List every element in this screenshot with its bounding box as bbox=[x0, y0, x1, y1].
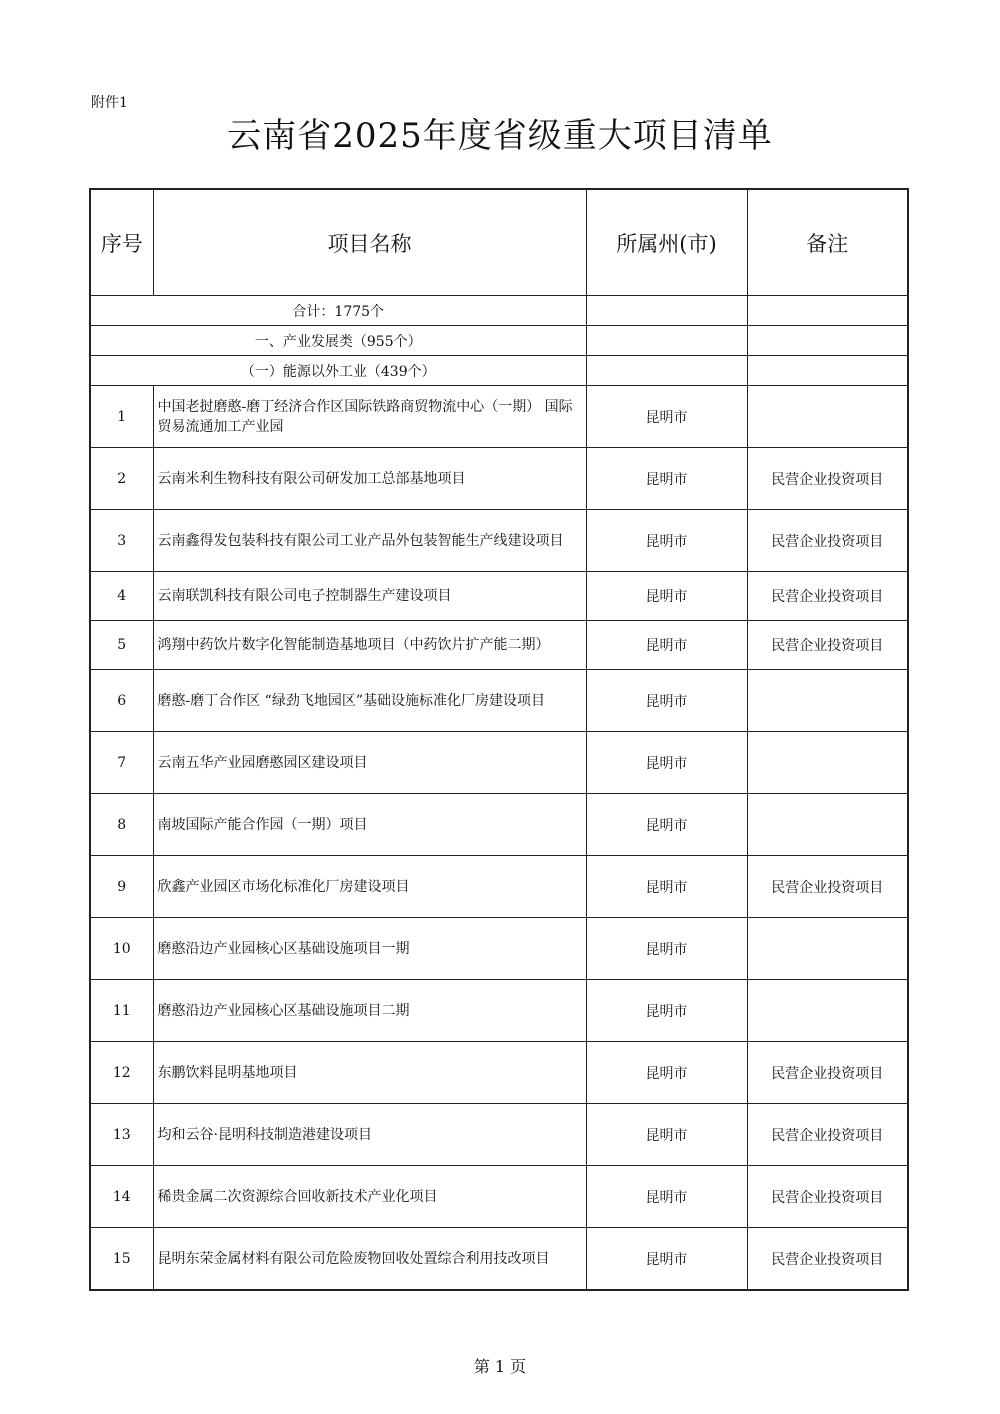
row-region-cell: 昆明市 bbox=[586, 980, 747, 1042]
header-name: 项目名称 bbox=[153, 189, 586, 296]
table-row bbox=[90, 621, 908, 670]
category-cell: 一、产业发展类（955个） bbox=[90, 326, 586, 356]
row-seq-cell: 2 bbox=[90, 448, 153, 510]
table-row bbox=[90, 1228, 908, 1291]
page-number: 第 1 页 bbox=[473, 1357, 527, 1376]
category-row bbox=[90, 326, 908, 356]
header-region: 所属州(市) bbox=[586, 189, 747, 296]
row-seq-cell: 8 bbox=[90, 794, 153, 856]
row-seq-cell: 5 bbox=[90, 621, 153, 670]
row-name-cell: 云南五华产业园磨憨园区建设项目 bbox=[153, 732, 586, 794]
row-note-cell: 民营企业投资项目 bbox=[747, 572, 908, 621]
project-table bbox=[89, 188, 909, 1291]
row-name-cell: 云南米利生物科技有限公司研发加工总部基地项目 bbox=[153, 448, 586, 510]
table-row bbox=[90, 856, 908, 918]
row-note-cell bbox=[747, 980, 908, 1042]
row-name-cell: 磨憨沿边产业园核心区基础设施项目一期 bbox=[153, 918, 586, 980]
header-seq: 序号 bbox=[90, 189, 153, 296]
row-seq-cell: 15 bbox=[90, 1228, 153, 1291]
row-note-cell bbox=[747, 794, 908, 856]
row-region-cell: 昆明市 bbox=[586, 918, 747, 980]
row-region-cell: 昆明市 bbox=[586, 386, 747, 448]
total-cell: 合计：1775个 bbox=[90, 296, 586, 326]
table-row bbox=[90, 510, 908, 572]
table-header-row bbox=[90, 189, 908, 296]
subcategory-cell: （一）能源以外工业（439个） bbox=[90, 356, 586, 386]
row-region-cell: 昆明市 bbox=[586, 1228, 747, 1291]
total-note-cell bbox=[747, 296, 908, 326]
row-seq-cell: 10 bbox=[90, 918, 153, 980]
row-name-cell: 稀贵金属二次资源综合回收新技术产业化项目 bbox=[153, 1166, 586, 1228]
row-region-cell: 昆明市 bbox=[586, 856, 747, 918]
attachment-label: 附件1 bbox=[91, 95, 128, 111]
row-note-cell: 民营企业投资项目 bbox=[747, 1166, 908, 1228]
row-name-cell: 中国老挝磨憨-磨丁经济合作区国际铁路商贸物流中心（一期） 国际贸易流通加工产业园 bbox=[153, 386, 586, 448]
row-seq-cell: 1 bbox=[90, 386, 153, 448]
row-region-cell: 昆明市 bbox=[586, 621, 747, 670]
table-row bbox=[90, 1166, 908, 1228]
row-name-cell: 均和云谷·昆明科技制造港建设项目 bbox=[153, 1104, 586, 1166]
row-region-cell: 昆明市 bbox=[586, 794, 747, 856]
row-name-cell: 东鹏饮料昆明基地项目 bbox=[153, 1042, 586, 1104]
row-note-cell bbox=[747, 918, 908, 980]
table-row bbox=[90, 670, 908, 732]
category-region-cell bbox=[586, 326, 747, 356]
row-seq-cell: 11 bbox=[90, 980, 153, 1042]
total-region-cell bbox=[586, 296, 747, 326]
row-note-cell: 民营企业投资项目 bbox=[747, 448, 908, 510]
row-region-cell: 昆明市 bbox=[586, 572, 747, 621]
table-row bbox=[90, 572, 908, 621]
row-region-cell: 昆明市 bbox=[586, 670, 747, 732]
table-row bbox=[90, 918, 908, 980]
row-seq-cell: 3 bbox=[90, 510, 153, 572]
row-seq-cell: 14 bbox=[90, 1166, 153, 1228]
row-name-cell: 磨憨沿边产业园核心区基础设施项目二期 bbox=[153, 980, 586, 1042]
row-note-cell: 民营企业投资项目 bbox=[747, 510, 908, 572]
row-region-cell: 昆明市 bbox=[586, 448, 747, 510]
table-row bbox=[90, 448, 908, 510]
subcategory-row bbox=[90, 356, 908, 386]
table-row bbox=[90, 386, 908, 448]
row-note-cell: 民营企业投资项目 bbox=[747, 621, 908, 670]
row-note-cell: 民营企业投资项目 bbox=[747, 1104, 908, 1166]
row-seq-cell: 7 bbox=[90, 732, 153, 794]
table-row bbox=[90, 732, 908, 794]
row-note-cell: 民营企业投资项目 bbox=[747, 1228, 908, 1291]
row-seq-cell: 6 bbox=[90, 670, 153, 732]
row-name-cell: 云南联凯科技有限公司电子控制器生产建设项目 bbox=[153, 572, 586, 621]
row-seq-cell: 12 bbox=[90, 1042, 153, 1104]
document-title: 云南省2025年度省级重大项目清单 bbox=[227, 116, 773, 156]
row-name-cell: 云南鑫得发包装科技有限公司工业产品外包装智能生产线建设项目 bbox=[153, 510, 586, 572]
row-note-cell: 民营企业投资项目 bbox=[747, 856, 908, 918]
row-seq-cell: 4 bbox=[90, 572, 153, 621]
row-region-cell: 昆明市 bbox=[586, 1104, 747, 1166]
row-region-cell: 昆明市 bbox=[586, 510, 747, 572]
table-row bbox=[90, 1104, 908, 1166]
row-name-cell: 昆明东荣金属材料有限公司危险废物回收处置综合利用技改项目 bbox=[153, 1228, 586, 1291]
header-note: 备注 bbox=[747, 189, 908, 296]
row-region-cell: 昆明市 bbox=[586, 1042, 747, 1104]
table-row bbox=[90, 980, 908, 1042]
table-row bbox=[90, 794, 908, 856]
row-note-cell: 民营企业投资项目 bbox=[747, 1042, 908, 1104]
row-note-cell bbox=[747, 670, 908, 732]
total-row bbox=[90, 296, 908, 326]
subcategory-note-cell bbox=[747, 356, 908, 386]
row-seq-cell: 9 bbox=[90, 856, 153, 918]
row-region-cell: 昆明市 bbox=[586, 732, 747, 794]
row-note-cell bbox=[747, 386, 908, 448]
subcategory-region-cell bbox=[586, 356, 747, 386]
row-note-cell bbox=[747, 732, 908, 794]
row-name-cell: 南坡国际产能合作园（一期）项目 bbox=[153, 794, 586, 856]
row-name-cell: 鸿翔中药饮片数字化智能制造基地项目（中药饮片扩产能二期） bbox=[153, 621, 586, 670]
row-region-cell: 昆明市 bbox=[586, 1166, 747, 1228]
row-name-cell: 欣鑫产业园区市场化标准化厂房建设项目 bbox=[153, 856, 586, 918]
row-seq-cell: 13 bbox=[90, 1104, 153, 1166]
category-note-cell bbox=[747, 326, 908, 356]
row-name-cell: 磨憨-磨丁合作区 “绿劲飞地园区”基础设施标准化厂房建设项目 bbox=[153, 670, 586, 732]
table-row bbox=[90, 1042, 908, 1104]
